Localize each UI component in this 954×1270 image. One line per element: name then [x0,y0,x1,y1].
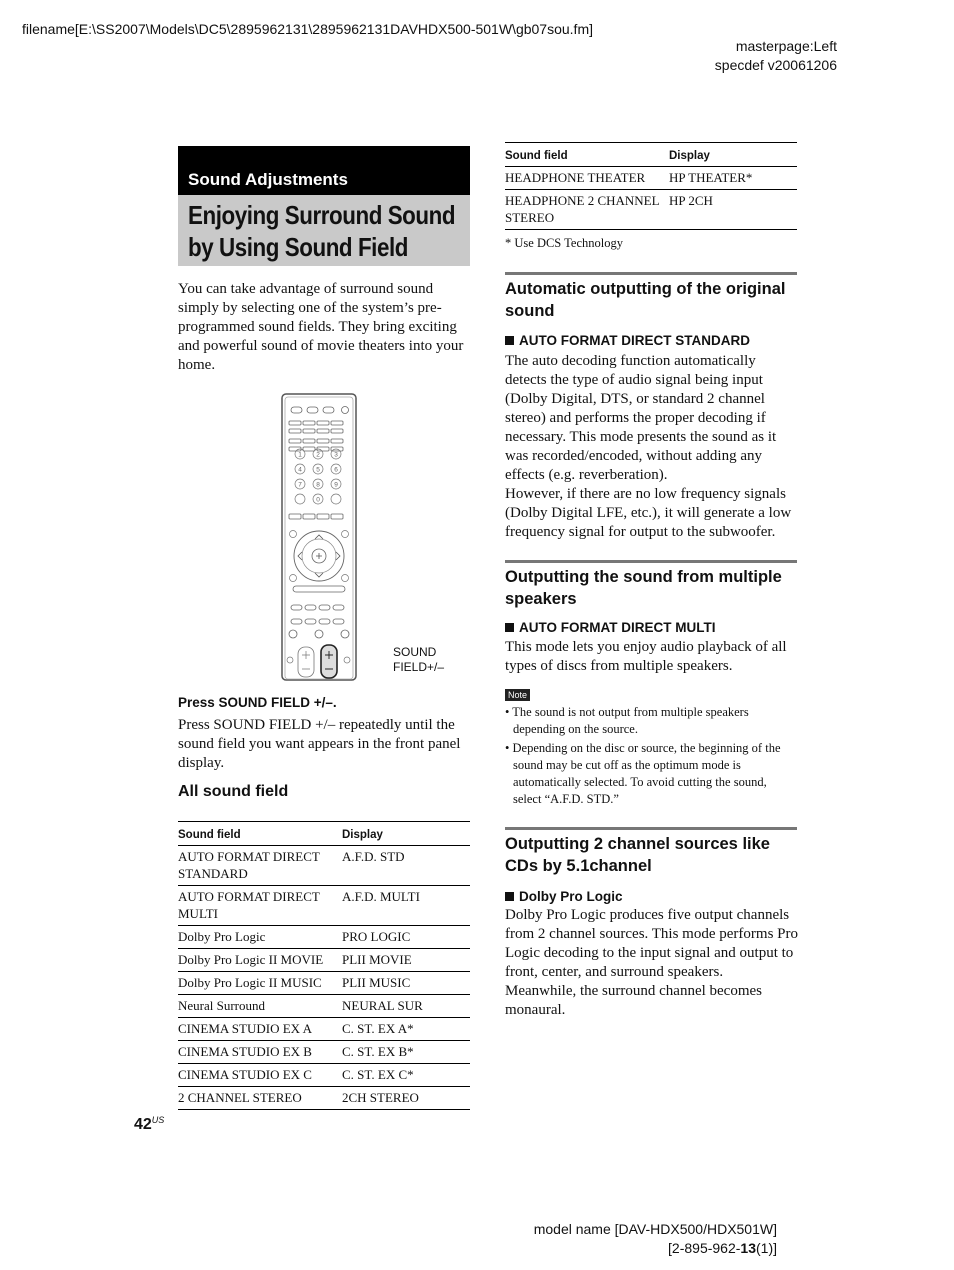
press-heading: Press SOUND FIELD +/–. [178,695,337,710]
note-badge: Note [505,689,530,701]
headphone-sound-field-table [505,142,797,230]
table-row [178,926,470,949]
auto-format-standard-label: AUTO FORMAT DIRECT STANDARD [519,333,750,348]
sound-field-callout-line1: SOUND [393,645,437,659]
remote-digit-label: 8 [316,481,320,489]
all-sound-field-heading: All sound field [178,783,289,800]
page-title [188,199,456,263]
multi-speaker-heading: Outputting the sound from multiple speakers [505,568,782,608]
remote-digit-label: 2 [316,451,320,459]
multi-speaker-paragraph: This mode lets you enjoy audio playback of all types of discs from multiple speakers. [505,639,787,674]
dolby-pro-logic-label: Dolby Pro Logic [519,889,623,904]
remote-digit-label: 5 [316,466,320,474]
remote-digit-label: 4 [298,466,302,474]
column-header-display: Display [342,822,470,846]
sound-field-callout-line2: FIELD+/– [393,660,445,674]
model-name-footer [534,1220,777,1258]
masterpage-text: masterpage:Left [735,38,837,54]
sound-field-cell: 2 CHANNEL STEREO [178,1087,342,1110]
remote-digit-label: 6 [334,466,338,474]
model-code-suffix: (1)] [756,1240,777,1256]
sound-field-cell: CINEMA STUDIO EX B [178,1041,342,1064]
sound-field-cell: Dolby Pro Logic II MUSIC [178,972,342,995]
table-row [178,886,470,926]
column-header-display: Display [669,143,797,167]
column-header-sound-field: Sound field [505,143,669,167]
square-bullet-icon [505,892,514,901]
table-row [505,167,797,190]
auto-format-standard-subheading [505,333,750,348]
table-row [505,190,797,230]
table-header-row [505,143,797,167]
sound-field-cell: AUTO FORMAT DIRECT STANDARD [178,846,342,886]
column-header-sound-field: Sound field [178,822,342,846]
sound-field-cell: CINEMA STUDIO EX C [178,1064,342,1087]
sound-field-cell: Neural Surround [178,995,342,1018]
display-cell: C. ST. EX C* [342,1064,470,1087]
display-cell: PLII MUSIC [342,972,470,995]
page-title-line2: by Using Sound Field [188,232,408,262]
display-cell: 2CH STEREO [342,1087,470,1110]
specdef-text: specdef v20061206 [714,57,837,73]
sound-field-cell: Dolby Pro Logic [178,926,342,949]
table-footnote: * Use DCS Technology [505,236,623,250]
display-cell: C. ST. EX B* [342,1041,470,1064]
note-list [505,704,797,810]
section-rule [505,560,797,563]
sound-field-cell: AUTO FORMAT DIRECT MULTI [178,886,342,926]
sound-field-cell: CINEMA STUDIO EX A [178,1018,342,1041]
model-name-line: model name [DAV-HDX500/HDX501W] [533,1221,777,1237]
dolby-pro-logic-subheading [505,889,623,904]
sound-field-cell: HEADPHONE 2 CHANNEL STEREO [505,190,669,230]
table-row [178,1064,470,1087]
square-bullet-icon [505,336,514,345]
note-item-1: • The sound is not output from multiple speakers depending on the source. [505,705,749,736]
remote-digit-label: 7 [298,481,302,489]
table-row [178,1041,470,1064]
model-code-line [534,1239,777,1258]
page-number [134,1115,164,1134]
display-cell: A.F.D. STD [342,846,470,886]
auto-output-heading: Automatic outputting of the original sound [505,280,786,320]
sound-field-cell: HEADPHONE THEATER [505,167,669,190]
table-row [178,846,470,886]
sound-field-table [178,821,470,1110]
auto-output-paragraph [505,352,798,542]
header-masterpage [715,37,837,75]
display-cell: A.F.D. MULTI [342,886,470,926]
page-title-line1: Enjoying Surround Sound [188,200,456,230]
note-item-2: • Depending on the disc or source, the beginning of the sound may be cut off as the optimum mode is automatically selected. To avoid cutting the sound, select “A.F.D. STD.” [505,741,781,806]
header-filename: filename[E:\SS2007\Models\DC5\2895962131\2895962131DAVHDX500-501W\gb07sou.fm] [22,21,593,37]
table-row [178,949,470,972]
intro-paragraph: You can take advantage of surround sound simply by selecting one of the system’s pre-programmed sound fields. They bring exciting and powerful sound of movie theaters into your home. [178,281,464,373]
sound-field-callout [393,645,444,675]
display-cell: HP 2CH [669,190,797,230]
section-rule [505,272,797,275]
table-row [178,1018,470,1041]
display-cell: PRO LOGIC [342,926,470,949]
remote-digit-label: 9 [334,481,338,489]
table-header-row [178,822,470,846]
display-cell: HP THEATER* [669,167,797,190]
sound-field-cell: Dolby Pro Logic II MOVIE [178,949,342,972]
square-bullet-icon [505,623,514,632]
section-label: Sound Adjustments [188,170,348,189]
display-cell: C. ST. EX A* [342,1018,470,1041]
table-row [178,1087,470,1110]
auto-output-text-2: However, if there are no low frequency signals (Dolby Digital LFE, etc.), it will generate a low frequency signal for output to the subwoofer. [505,486,792,540]
remote-digit-label: 1 [298,451,302,459]
remote-digit-label: 0 [316,496,320,504]
display-cell: PLII MOVIE [342,949,470,972]
model-code-prefix: [2-895-962- [668,1240,741,1256]
table-row [178,972,470,995]
page-number-value: 42 [134,1116,152,1133]
auto-format-multi-label: AUTO FORMAT DIRECT MULTI [519,620,716,635]
page-number-region: US [151,1115,165,1125]
auto-output-text-1: The auto decoding function automatically detects the type of audio signal being input (Dolby Digital, DTS, or standard 2 channel stereo) and performs the proper decoding if necessary. This mode presents the sound as it was recorded/encoded, without adding any effects (e.g. reverberation). [505,353,777,483]
two-channel-heading: Outputting 2 channel sources like CDs by 5.1channel [505,835,770,875]
auto-format-multi-subheading [505,620,715,635]
section-rule [505,827,797,830]
display-cell: NEURAL SUR [342,995,470,1018]
table-row [178,995,470,1018]
two-channel-paragraph: Dolby Pro Logic produces five output channels from 2 channel sources. This mode performs Pro Logic decoding to the input signal and output to front, center, and surround speakers. Meanwhile, the surround channel becomes monaural. [505,907,798,1018]
remote-digit-label: 3 [334,451,338,459]
press-paragraph: Press SOUND FIELD +/– repeatedly until the sound field you want appears in the front panel display. [178,717,461,771]
remote-control-illustration [281,393,357,681]
model-code-bold: 13 [740,1240,756,1256]
